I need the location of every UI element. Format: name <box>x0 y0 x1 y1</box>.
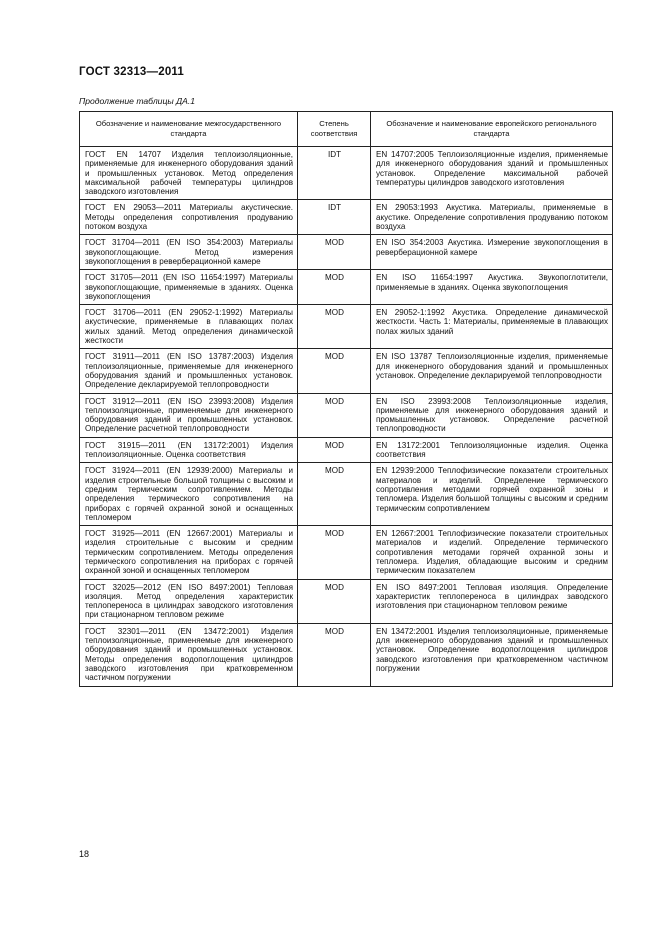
european-standard-cell: EN 29053:1993 Акустика. Материалы, применяемые в акустике. Определение сопротивления продуванию потоком воздуха <box>371 200 613 235</box>
degree-cell: IDT <box>298 147 371 200</box>
column-header-interstate: Обозначение и наименование межгосударственного стандарта <box>80 112 298 147</box>
european-standard-cell: EN 29052-1:1992 Акустика. Определение динамической жесткости. Часть 1: Материалы, применяемые в плавающих полах жилых зданий <box>371 305 613 349</box>
degree-cell: MOD <box>298 305 371 349</box>
column-header-degree: Степень соответствия <box>298 112 371 147</box>
degree-cell: MOD <box>298 526 371 579</box>
european-standard-cell: EN 14707:2005 Теплоизоляционные изделия, применяемые для инженерного оборудования зданий и промышленных установок. Определение максимальной рабочей температуры цилиндров заводского изготовления <box>371 147 613 200</box>
standards-table <box>79 111 613 687</box>
european-standard-cell: EN ISO 13787 Теплоизоляционные изделия, применяемые для инженерного оборудования зданий и промышленных установок. Определение декларируемой теплопроводности <box>371 349 613 393</box>
interstate-standard-cell: ГОСТ 31705—2011 (EN ISO 11654:1997) Материалы звукопоглощающие, применяемые в зданиях. Оценка звукопоглощения <box>80 270 298 305</box>
interstate-standard-cell: ГОСТ 31704—2011 (EN ISO 354:2003) Материалы звукопоглощающие. Метод измерения звукопоглощения в реверберационной камере <box>80 235 298 270</box>
interstate-standard-cell: ГОСТ 32025—2012 (EN ISO 8497:2001) Тепловая изоляция. Метод определения характеристик теплопереноса в цилиндрах заводского изготовления при стационарном тепловом режиме <box>80 579 298 623</box>
table-row <box>80 305 613 349</box>
interstate-standard-cell: ГОСТ EN 29053—2011 Материалы акустические. Методы определения сопротивления продуванию потоком воздуха <box>80 200 298 235</box>
degree-cell: MOD <box>298 623 371 686</box>
table-row <box>80 526 613 579</box>
interstate-standard-cell: ГОСТ 31911—2011 (EN ISO 13787:2003) Изделия теплоизоляционные, применяемые для инженерного оборудования зданий и промышленных установок. Определение декларируемой теплопроводности <box>80 349 298 393</box>
interstate-standard-cell: ГОСТ 32301—2011 (EN 13472:2001) Изделия теплоизоляционные, применяемые для инженерного оборудования зданий и промышленных установок. Методы определения водопоглощения цилиндров заводского изготовления при кратковременном частичном погружении <box>80 623 298 686</box>
table-row <box>80 437 613 463</box>
european-standard-cell: EN 13172:2001 Теплоизоляционные изделия. Оценка соответствия <box>371 437 613 463</box>
table-row <box>80 147 613 200</box>
table-caption: Продолжение таблицы ДА.1 <box>79 96 196 106</box>
european-standard-cell: EN 12939:2000 Теплофизические показатели строительных материалов и изделий. Определение термического сопротивления методами горячей охранной зоны и тепломера. Изделия большой толщины с высоким и средним термическим сопротивлением <box>371 463 613 526</box>
interstate-standard-cell: ГОСТ 31912—2011 (EN ISO 23993:2008) Изделия теплоизоляционные, применяемые для инженерного оборудования зданий и промышленных установок. Определение расчетной теплопроводности <box>80 393 298 437</box>
table-row <box>80 349 613 393</box>
table-row <box>80 463 613 526</box>
table-row <box>80 235 613 270</box>
degree-cell: MOD <box>298 579 371 623</box>
column-header-european: Обозначение и наименование европейского регионального стандарта <box>371 112 613 147</box>
interstate-standard-cell: ГОСТ 31915—2011 (EN 13172:2001) Изделия теплоизоляционные. Оценка соответствия <box>80 437 298 463</box>
degree-cell: MOD <box>298 270 371 305</box>
table-row <box>80 270 613 305</box>
european-standard-cell: EN 13472:2001 Изделия теплоизоляционные, применяемые для инженерного оборудования зданий и промышленных установок. Определение водопоглощения цилиндров заводского изготовления при кратковременном частичном погружении <box>371 623 613 686</box>
degree-cell: IDT <box>298 200 371 235</box>
degree-cell: MOD <box>298 349 371 393</box>
table-header-row <box>80 112 613 147</box>
interstate-standard-cell: ГОСТ 31925—2011 (EN 12667:2001) Материалы и изделия строительные с высоким и средним термическим сопротивлением. Методы определения термического сопротивления на приборах с горячей охранной зоной и оснащенных тепломером <box>80 526 298 579</box>
degree-cell: MOD <box>298 235 371 270</box>
degree-cell: MOD <box>298 463 371 526</box>
page-number: 18 <box>79 849 90 859</box>
european-standard-cell: EN 12667:2001 Теплофизические показатели строительных материалов и изделий. Определение термического сопротивления методами горячей охранной зоны и тепломера. Изделия, обладающие высоким и средним термическим показателем <box>371 526 613 579</box>
interstate-standard-cell: ГОСТ EN 14707 Изделия теплоизоляционные, применяемые для инженерного оборудования зданий и промышленных установок. Метод определения максимальной рабочей температуры цилиндров заводского изготовления <box>80 147 298 200</box>
degree-cell: MOD <box>298 437 371 463</box>
interstate-standard-cell: ГОСТ 31924—2011 (EN 12939:2000) Материалы и изделия строительные большой толщины с высоким и средним термическим сопротивлением. Методы определения термического сопротивления на приборах с горячей охранной зоной и оснащенных тепломером <box>80 463 298 526</box>
european-standard-cell: EN ISO 23993:2008 Теплоизоляционные изделия, применяемые для инженерного оборудования зданий и промышленных установок. Определение расчетной теплопроводности <box>371 393 613 437</box>
european-standard-cell: EN ISO 354:2003 Акустика. Измерение звукопоглощения в реверберационной камере <box>371 235 613 270</box>
table-row <box>80 200 613 235</box>
table-row <box>80 393 613 437</box>
degree-cell: MOD <box>298 393 371 437</box>
european-standard-cell: EN ISO 8497:2001 Тепловая изоляция. Определение характеристик теплопереноса в цилиндрах заводского изготовления при стационарном тепловом режиме <box>371 579 613 623</box>
interstate-standard-cell: ГОСТ 31706—2011 (EN 29052-1:1992) Материалы акустические, применяемые в плавающих полах жилых зданий. Метод определения динамической жесткости <box>80 305 298 349</box>
document-title: ГОСТ 32313—2011 <box>79 66 184 78</box>
european-standard-cell: EN ISO 11654:1997 Акустика. Звукопоглотители, применяемые в зданиях. Оценка звукопоглощения <box>371 270 613 305</box>
table-row <box>80 623 613 686</box>
table-row <box>80 579 613 623</box>
